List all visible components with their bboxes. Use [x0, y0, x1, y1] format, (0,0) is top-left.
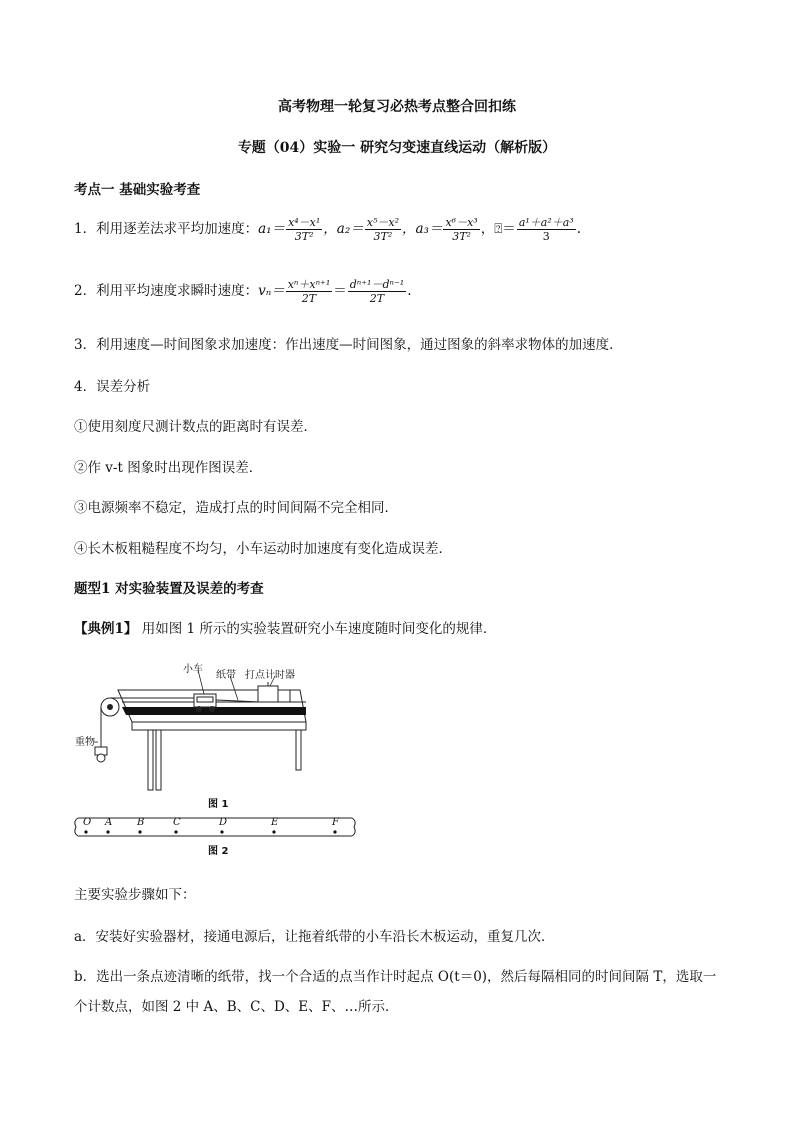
tape-label-d: D	[219, 817, 228, 828]
section-heading-2: 题型1 对实验装置及误差的考查	[74, 581, 264, 597]
a-bar-label: ，⍰＝	[480, 221, 516, 237]
fraction-a-avg	[517, 216, 576, 243]
error-1: ①使用刻度尺测计数点的距离时有误差．	[74, 419, 317, 435]
fraction-numerator: x⁵－x²	[366, 216, 399, 229]
fraction-numerator: x⁶－x³	[445, 216, 478, 229]
item-1-prefix: 1．利用逐差法求平均加速度：	[74, 221, 259, 237]
error-3: ③电源频率不稳定，造成打点的时间间隔不完全相同．	[74, 500, 398, 516]
fraction-a3	[443, 216, 479, 243]
item-3: 3．利用速度—时间图象求加速度：作出速度—时间图象，通过图象的斜率求物体的加速度．	[74, 337, 623, 353]
fraction-denominator: 2T	[369, 292, 385, 305]
item-1	[74, 216, 581, 243]
section-heading-1: 考点一 基础实验考查	[74, 182, 201, 198]
a2-label: ，a₂＝	[323, 221, 364, 237]
tape-label-f: F	[332, 817, 339, 828]
label-timer: 打点计时器	[245, 670, 295, 681]
doc-subtitle: 专题（04）实验一 研究匀变速直线运动（解析版）	[237, 140, 557, 156]
example-1	[74, 617, 496, 637]
equals-sign: ＝	[333, 283, 347, 299]
fraction-a1	[286, 216, 322, 243]
vn-label: vₙ＝	[258, 283, 285, 299]
item-2-prefix: 2．利用平均速度求瞬时速度：	[74, 283, 259, 299]
item-1-end: .	[576, 221, 582, 237]
label-tape: 纸带	[216, 670, 236, 681]
fraction-vn-2	[348, 278, 406, 305]
item-2	[74, 278, 411, 305]
figure-2-caption: 图 2	[208, 846, 229, 857]
item-2-end: .	[407, 283, 412, 299]
fraction-vn-1	[286, 278, 333, 305]
fraction-denominator: 2T	[301, 292, 317, 305]
fraction-numerator: dⁿ⁺¹－dⁿ⁻¹	[349, 278, 405, 291]
error-2: ②作 v-t 图象时出现作图误差．	[74, 460, 263, 476]
tape-label-c: C	[173, 817, 181, 828]
a1-label: a₁＝	[258, 221, 286, 237]
figure-2-labels	[70, 817, 360, 831]
item-4: 4．误差分析	[74, 379, 151, 395]
step-b-line1: b．选出一条点迹清晰的纸带，找一个合适的点当作计时起点 O(t＝0)，然后每隔相同的时间间隔 T，选取一	[74, 969, 717, 985]
figure-1-caption: 图 1	[208, 799, 229, 810]
doc-title: 高考物理一轮复习必热考点整合回扣练	[278, 99, 516, 115]
step-b-line2: 个计数点，如图 2 中 A、B、C、D、E、F、…所示．	[74, 999, 399, 1015]
error-4: ④长木板粗糙程度不均匀，小车运动时加速度有变化造成误差．	[74, 541, 452, 557]
example-tag: 【典例1】	[74, 621, 138, 637]
step-a: a．安装好实验器材，接通电源后，让拖着纸带的小车沿长木板运动，重复几次．	[74, 929, 555, 945]
steps-intro: 主要实验步骤如下：	[74, 887, 196, 903]
label-weight: 重物	[75, 737, 95, 748]
fraction-denominator: 3	[542, 230, 550, 243]
fraction-denominator: 3T²	[294, 230, 314, 243]
tape-label-b: B	[137, 817, 145, 828]
fraction-numerator: x⁴－x¹	[288, 216, 321, 229]
tape-label-o: O	[83, 817, 92, 828]
label-car: 小车	[183, 664, 203, 675]
example-text: 用如图 1 所示的实验装置研究小车速度随时间变化的规律．	[137, 621, 497, 637]
fraction-numerator: xⁿ＋xⁿ⁺¹	[287, 278, 331, 291]
fraction-denominator: 3T²	[452, 230, 471, 243]
fraction-numerator: a¹＋a²＋a³	[518, 216, 574, 229]
tape-label-a: A	[105, 817, 113, 828]
a3-label: ，a₃＝	[402, 221, 443, 237]
fraction-denominator: 3T²	[373, 230, 393, 243]
fraction-a2	[365, 216, 401, 243]
tape-label-e: E	[271, 817, 279, 828]
